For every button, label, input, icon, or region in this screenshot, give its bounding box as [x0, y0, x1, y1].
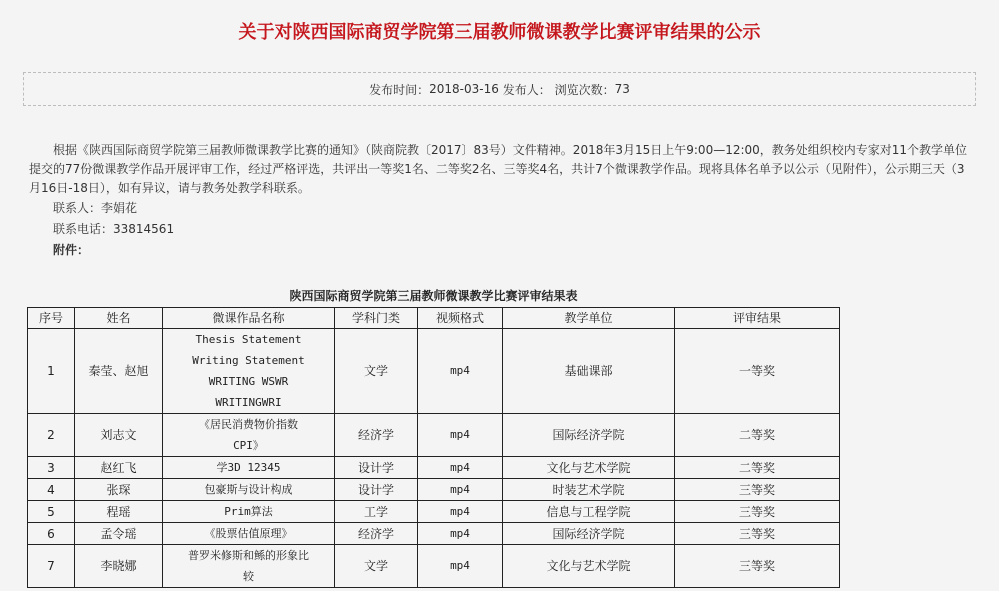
subject-category: 经济学: [335, 523, 418, 545]
work-title-line: CPI》: [233, 439, 264, 452]
teaching-unit: 基础课部: [503, 329, 675, 414]
video-format: mp4: [418, 414, 503, 457]
header-cell: 学科门类: [335, 308, 418, 329]
header-cell: 教学单位: [503, 308, 675, 329]
publish-time-label: 发布时间：: [369, 82, 430, 97]
video-format: mp4: [418, 329, 503, 414]
award-result: 一等奖: [675, 329, 840, 414]
work-title-line: Thesis Statement: [195, 333, 302, 346]
work-title-line: WRITING WSWR: [208, 375, 289, 388]
row-number: 4: [28, 479, 75, 501]
table-row: [28, 501, 840, 523]
subject-category: 工学: [335, 501, 418, 523]
work-title-line: 较: [243, 570, 254, 583]
table-row: [28, 545, 840, 588]
work-title-line: 《居民消费物价指数: [199, 418, 298, 431]
work-title-line: WRITINGWRI: [215, 396, 282, 409]
work-title-line: Writing Statement: [192, 354, 305, 367]
views-count: 73: [614, 82, 630, 96]
header-cell: 序号: [28, 308, 75, 329]
subject-category: 文学: [335, 545, 418, 588]
award-result: 二等奖: [675, 457, 840, 479]
header-cell: 评审结果: [675, 308, 840, 329]
video-format: mp4: [418, 545, 503, 588]
award-result: 二等奖: [675, 414, 840, 457]
row-number: 1: [28, 329, 75, 414]
publish-time: 2018-03-16: [429, 82, 499, 96]
award-result: 三等奖: [675, 501, 840, 523]
teaching-unit: 文化与艺术学院: [503, 545, 675, 588]
subject-category: 文学: [335, 329, 418, 414]
video-format: mp4: [418, 479, 503, 501]
teaching-unit: 文化与艺术学院: [503, 457, 675, 479]
table-row: [28, 329, 840, 414]
award-result: 三等奖: [675, 523, 840, 545]
author-name: 秦莹、赵旭: [75, 329, 163, 414]
work-title-line: 普罗米修斯和鲧的形象比: [188, 549, 309, 562]
work-title: 《股票估值原理》: [163, 523, 335, 545]
video-format: mp4: [418, 457, 503, 479]
table-row: [28, 479, 840, 501]
work-title: [163, 329, 335, 414]
author-name: 张琛: [75, 479, 163, 501]
header-cell: 微课作品名称: [163, 308, 335, 329]
row-number: 5: [28, 501, 75, 523]
table-header-row: [28, 308, 840, 329]
teaching-unit: 国际经济学院: [503, 523, 675, 545]
video-format: mp4: [418, 523, 503, 545]
author-name: 赵红飞: [75, 457, 163, 479]
work-title: [163, 545, 335, 588]
work-title: [163, 414, 335, 457]
announcement-paragraph: 根据《陕西国际商贸学院第三届教师微课教学比赛的通知》（陕商院教〔2017〕83号）文件精神。2018年3月15日上午9:00—12:00，教务处组织校内专家对11个教学单位提交的77份微课教学作品开展评审工作，经过严格评选，共评出一等奖1名、二等奖2名、三等奖4名，共计7个微课教学作品。现将具体名单予以公示（见附件），公示期三天（3月16日-18日），如有异议，请与教务处教学科联系。: [29, 143, 968, 195]
work-title: Prim算法: [163, 501, 335, 523]
table-row: [28, 414, 840, 457]
contact-person: 联系人：李娟花: [53, 201, 138, 215]
views-label: 浏览次数：: [554, 82, 615, 97]
contact-phone: 联系电话：33814561: [53, 222, 175, 236]
table-row: [28, 523, 840, 545]
subject-category: 设计学: [335, 479, 418, 501]
author-name: 李晓娜: [75, 545, 163, 588]
row-number: 7: [28, 545, 75, 588]
teaching-unit: 国际经济学院: [503, 414, 675, 457]
video-format: mp4: [418, 501, 503, 523]
table-caption: 陕西国际商贸学院第三届教师微课教学比赛评审结果表: [289, 289, 578, 303]
results-table: [27, 288, 840, 588]
work-title: 学3D 12345: [163, 457, 335, 479]
author-name: 程瑶: [75, 501, 163, 523]
row-number: 6: [28, 523, 75, 545]
award-result: 三等奖: [675, 479, 840, 501]
table-row: [28, 457, 840, 479]
article-meta: [23, 72, 976, 106]
row-number: 2: [28, 414, 75, 457]
author-name: 刘志文: [75, 414, 163, 457]
header-cell: 视频格式: [418, 308, 503, 329]
award-result: 三等奖: [675, 545, 840, 588]
attachment-label: 附件：: [53, 243, 90, 257]
subject-category: 设计学: [335, 457, 418, 479]
publisher-label: 发布人：: [502, 82, 551, 97]
subject-category: 经济学: [335, 414, 418, 457]
author-name: 孟令瑶: [75, 523, 163, 545]
header-cell: 姓名: [75, 308, 163, 329]
row-number: 3: [28, 457, 75, 479]
page-title: 关于对陕西国际商贸学院第三届教师微课教学比赛评审结果的公示: [238, 22, 761, 43]
teaching-unit: 时装艺术学院: [503, 479, 675, 501]
teaching-unit: 信息与工程学院: [503, 501, 675, 523]
article-body: [29, 141, 973, 261]
work-title: 包豪斯与设计构成: [163, 479, 335, 501]
